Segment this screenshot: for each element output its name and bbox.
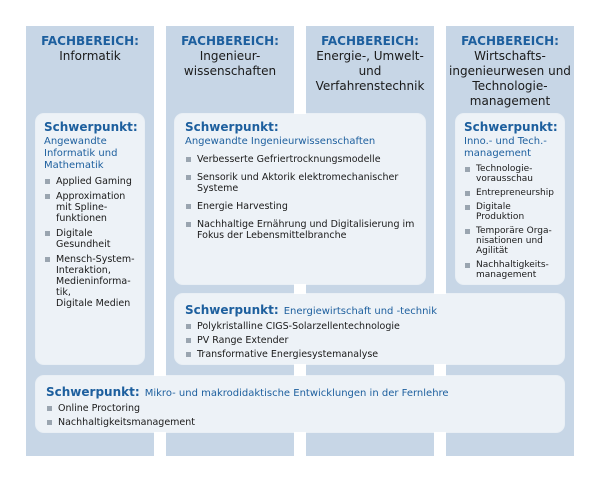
list-item-line: Produktion: [476, 212, 525, 222]
list-item: [185, 349, 554, 360]
focus-subtitle: [464, 136, 556, 160]
list-item: [185, 321, 554, 332]
focus-list: [464, 164, 556, 280]
column-header: [166, 34, 294, 79]
focus-subtitle-line: Inno.- und Tech.-: [464, 136, 547, 147]
focus-list: [185, 321, 554, 360]
column-header: [306, 34, 434, 94]
column-title-line: Energie-, Umwelt- und: [316, 49, 424, 78]
list-item-line: nisationen und: [476, 236, 543, 246]
focus-subtitle: Mikro- und makrodidaktische Entwicklungen in der Fernlehre: [144, 388, 449, 399]
list-item-line: Applied Gaming: [56, 176, 132, 187]
list-item-line: tik,: [56, 287, 71, 298]
list-item-line: Online Proctoring: [58, 403, 141, 414]
column-title-line: Technologie-: [472, 79, 548, 93]
column-kicker: FACHBEREICH:: [321, 34, 419, 48]
list-item-line: Nachhaltige Ernährung und Digitalisierung im: [197, 219, 415, 230]
column-title-line: Wirtschafts-: [474, 49, 546, 63]
focus-heading: [46, 381, 554, 400]
focus-heading: [185, 299, 554, 318]
list-item-line: Temporäre Orga-: [476, 226, 552, 236]
list-item-line: management: [476, 270, 537, 280]
list-item: [185, 219, 415, 241]
list-item-line: Nachhaltigkeitsmanagement: [58, 417, 196, 428]
list-item-line: funktionen: [56, 213, 107, 224]
list-item: [185, 201, 415, 212]
list-item-line: Sensorik und Aktorik elektromechanischer: [197, 172, 399, 183]
list-item-line: Technologie-: [476, 164, 533, 174]
list-item: [464, 226, 556, 256]
list-item: [185, 172, 415, 194]
column-title-line: management: [469, 94, 551, 108]
list-item-line: mit Spline-: [56, 202, 108, 213]
column-kicker: FACHBEREICH:: [461, 34, 559, 48]
list-item-line: vorausschau: [476, 174, 534, 184]
focus-subtitle-line: Informatik und: [44, 148, 118, 159]
list-item: [464, 164, 556, 184]
list-item: [46, 417, 554, 428]
list-item-line: Energie Harvesting: [197, 201, 288, 212]
focus-title: Schwerpunkt:: [44, 120, 138, 134]
list-item: [44, 191, 136, 224]
focus-box-fernlehre: [36, 376, 564, 432]
list-item-line: Systeme: [197, 183, 239, 194]
column-header: [446, 34, 574, 109]
list-item-line: Medieninforma-: [56, 276, 131, 287]
column-title-line: Ingenieur-: [199, 49, 261, 63]
focus-subtitle-line: Angewandte: [44, 136, 107, 147]
focus-title: Schwerpunkt:: [464, 120, 558, 134]
column-header: [26, 34, 154, 64]
list-item-line: Approximation: [56, 191, 126, 202]
list-item: [464, 202, 556, 222]
list-item: [46, 403, 554, 414]
list-item: [464, 188, 556, 198]
list-item-line: Transformative Energiesystemanalyse: [197, 349, 379, 360]
list-item-line: Verbesserte Gefriertrocknungsmodelle: [197, 154, 381, 165]
focus-subtitle: Energiewirtschaft und -technik: [283, 306, 437, 317]
column-kicker: FACHBEREICH:: [181, 34, 279, 48]
focus-box-ingenieurwissenschaften: [175, 114, 425, 284]
focus-box-technologiemanagement: [456, 114, 564, 284]
column-title-line: Verfahrenstechnik: [315, 79, 425, 93]
list-item: [44, 254, 136, 309]
focus-box-informatik: [36, 114, 144, 364]
focus-subtitle: [44, 136, 136, 172]
focus-subtitle-line: Mathematik: [44, 160, 104, 171]
focus-list: [46, 403, 554, 428]
list-item-line: Fokus der Lebensmittelbranche: [197, 230, 347, 241]
list-item: [464, 260, 556, 280]
list-item-line: Mensch-System-: [56, 254, 135, 265]
list-item-line: Digitale: [56, 228, 93, 239]
list-item: [185, 335, 554, 346]
focus-list: [185, 154, 415, 241]
focus-box-energiewirtschaft: [175, 294, 564, 364]
list-item: [44, 176, 136, 187]
column-title-line: Informatik: [59, 49, 121, 63]
list-item-line: Interaktion,: [56, 265, 111, 276]
focus-subtitle: Angewandte Ingenieurwissenschaften: [185, 136, 376, 147]
list-item-line: PV Range Extender: [197, 335, 289, 346]
column-kicker: FACHBEREICH:: [41, 34, 139, 48]
focus-list: [44, 176, 136, 309]
focus-title: Schwerpunkt:: [185, 303, 279, 317]
focus-subtitle-line: management: [464, 148, 531, 159]
column-title-line: wissenschaften: [183, 64, 277, 78]
list-item-line: Gesundheit: [56, 239, 111, 250]
list-item-line: Digitale Medien: [56, 298, 131, 309]
list-item-line: Polykristalline CIGS-Solarzellentechnologie: [197, 321, 400, 332]
list-item-line: Nachhaltigkeits-: [476, 260, 549, 270]
focus-title: Schwerpunkt:: [185, 120, 279, 134]
list-item: [44, 228, 136, 250]
list-item-line: Entrepreneurship: [476, 188, 554, 198]
column-title-line: ingenieurwesen und: [449, 64, 571, 78]
list-item-line: Digitale: [476, 202, 511, 212]
list-item: [185, 154, 415, 165]
focus-title: Schwerpunkt:: [46, 385, 140, 399]
list-item-line: Agilität: [476, 246, 508, 256]
